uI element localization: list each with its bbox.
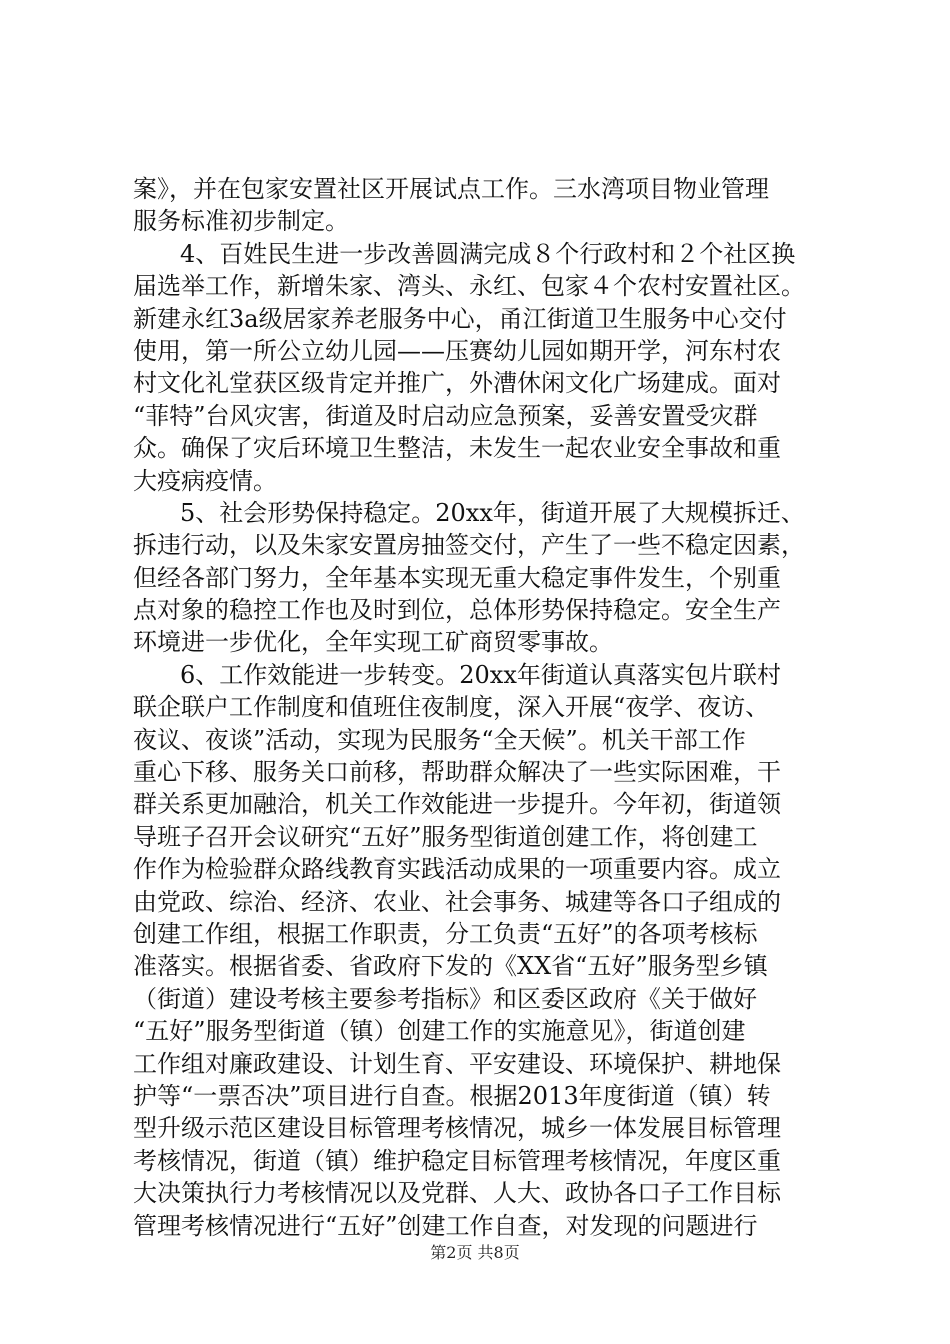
text-line-15: 环境进一步优化，全年实现工矿商贸零事故。 — [133, 628, 613, 657]
text-line-21: 导班子召开会议研究“五好”服务型街道创建工作，将创建工 — [133, 822, 758, 851]
text-line-4: 届选举工作，新增朱家、湾头、永红、包家４个农村安置社区。 — [133, 272, 805, 301]
text-line-20: 群关系更加融洽，机关工作效能进一步提升。今年初，街道领 — [133, 790, 781, 819]
paragraph-5-start: 5、社会形势保持稳定。20xx年，街道开展了大规模拆迁、 — [180, 498, 805, 527]
text-line-9: 众。确保了灾后环境卫生整洁，未发生一起农业安全事故和重 — [133, 434, 781, 463]
text-line-8: “菲特”台风灾害，街道及时启动应急预案，妥善安置受灾群 — [133, 401, 758, 430]
text-line-28: 工作组对廉政建设、计划生育、平安建设、环境保护、耕地保 — [133, 1049, 781, 1078]
document-body — [133, 173, 833, 1242]
page-number-footer: 第2页 共8页 — [430, 1243, 520, 1262]
text-line-30: 型升级示范区建设目标管理考核情况，城乡一体发展目标管理 — [133, 1114, 781, 1143]
paragraph-6-start: 6、工作效能进一步转变。20xx年街道认真落实包片联村 — [180, 660, 781, 689]
text-line-1: 案》，并在包家安置社区开展试点工作。三水湾项目物业管理 — [133, 175, 769, 203]
text-line-24: 创建工作组，根据工作职责，分工负责“五好”的各项考核标 — [133, 919, 758, 948]
text-line-2: 服务标准初步制定。 — [133, 207, 349, 236]
text-line-32: 大决策执行力考核情况以及党群、人大、政协各口子工作目标 — [133, 1179, 781, 1208]
text-line-7: 村文化礼堂获区级肯定并推广，外漕休闲文化广场建成。面对 — [133, 369, 781, 398]
text-line-10: 大疫病疫情。 — [133, 466, 277, 495]
text-line-25: 准落实。根据省委、省政府下发的《XX省“五好”服务型乡镇 — [133, 952, 768, 981]
text-line-12: 拆违行动，以及朱家安置房抽签交付，产生了一些不稳定因素， — [133, 531, 805, 560]
text-line-6: 使用，第一所公立幼儿园——压赛幼儿园如期开学，河东村农 — [133, 336, 781, 365]
text-line-33: 管理考核情况进行“五好”创建工作自查，对发现的问题进行 — [133, 1211, 758, 1240]
text-line-27: “五好”服务型街道（镇）创建工作的实施意见》，街道创建 — [133, 1017, 746, 1046]
text-line-23: 由党政、综治、经济、农业、社会事务、城建等各口子组成的 — [133, 887, 781, 916]
text-line-22: 作作为检验群众路线教育实践活动成果的一项重要内容。成立 — [133, 855, 781, 884]
text-line-31: 考核情况，街道（镇）维护稳定目标管理考核情况，年度区重 — [133, 1146, 781, 1175]
text-line-19: 重心下移、服务关口前移，帮助群众解决了一些实际困难，干 — [133, 758, 781, 787]
text-line-17: 联企联户工作制度和值班住夜制度，深入开展“夜学、夜访、 — [133, 693, 770, 722]
text-line-5: 新建永红3a级居家养老服务中心，甬江街道卫生服务中心交付 — [133, 304, 787, 333]
text-line-13: 但经各部门努力，全年基本实现无重大稳定事件发生，个别重 — [133, 563, 781, 592]
paragraph-4-start: 4、百姓民生进一步改善圆满完成８个行政村和２个社区换 — [180, 239, 796, 268]
text-line-26: （街道）建设考核主要参考指标》和区委区政府《关于做好 — [133, 984, 757, 1013]
text-line-29: 护等“一票否决”项目进行自查。根据2013年度街道（镇）转 — [133, 1081, 771, 1110]
text-line-14: 点对象的稳控工作也及时到位，总体形势保持稳定。安全生产 — [133, 596, 781, 625]
text-line-18: 夜议、夜谈”活动，实现为民服务“全天候”。机关干部工作 — [133, 725, 746, 754]
